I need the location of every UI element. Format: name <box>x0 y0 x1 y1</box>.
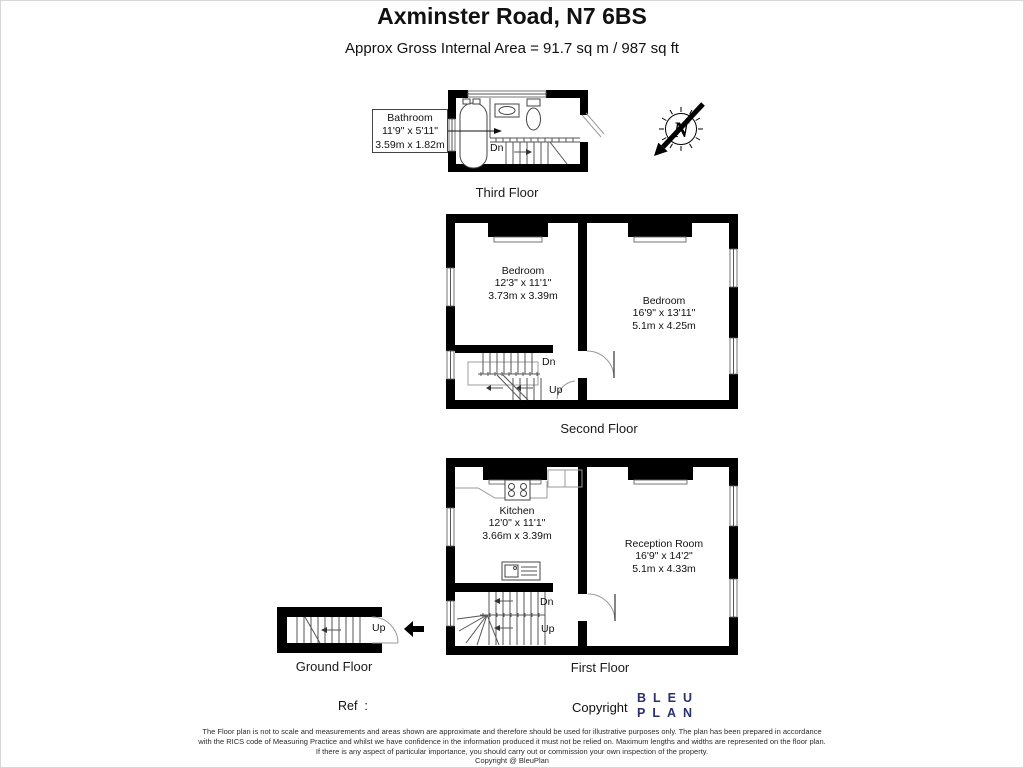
third-floor-caption: Third Floor <box>475 185 539 200</box>
compass-rose <box>645 95 720 165</box>
bedroom-door <box>587 351 614 378</box>
room-metric: 3.59m x 1.82m <box>375 138 445 151</box>
room-imperial: 11'9" x 5'11" <box>381 125 439 138</box>
disclaimer-text <box>0 727 1024 766</box>
logo-line1: BLEU <box>637 691 700 705</box>
room-imperial: 12'3" x 11'1" <box>494 277 552 290</box>
room-name: Kitchen <box>499 505 535 517</box>
bathtub <box>460 99 487 168</box>
room-metric: 3.73m x 3.39m <box>488 289 558 302</box>
bathroom-sink <box>495 104 519 117</box>
page-title: Axminster Road, N7 6BS <box>377 3 647 29</box>
ground-floor-plan <box>270 600 435 660</box>
reception-door <box>588 594 615 621</box>
reception-room-label <box>625 538 703 575</box>
room-imperial: 16'9" x 13'11" <box>632 307 696 320</box>
kitchen-label <box>482 505 551 542</box>
stove <box>505 480 530 500</box>
disclaimer-line: with the RICS code of Measuring Practice and whilst we have confidence in the information produced it must not be relied on. Maximum lengths and widths are represented on the floor plan. <box>198 736 826 746</box>
room-metric: 5.1m x 4.25m <box>632 319 696 332</box>
room-name: Bathroom <box>387 112 433 124</box>
disclaimer-line: The Floor plan is not to scale and measurements and areas shown are approximate and therefore should be used for illustrative purposes only. The plan has been prepared in accordance <box>202 727 822 736</box>
logo-line2: PLAN <box>637 705 700 720</box>
stairs-down-label: Dn <box>542 356 556 368</box>
ref-label: Ref : <box>338 699 368 713</box>
bathroom-dimension-box <box>372 109 448 153</box>
first-floor-caption: First Floor <box>570 660 630 675</box>
toilet <box>527 99 541 130</box>
room-name: Bedroom <box>501 265 545 277</box>
entry-door <box>582 113 604 137</box>
third-floor-stairs <box>490 138 580 164</box>
second-floor-caption: Second Floor <box>560 421 638 436</box>
disclaimer-line: Copyright @ BleuPlan <box>475 756 549 766</box>
bleuplan-logo <box>637 691 699 720</box>
first-floor-stairs <box>457 592 545 645</box>
bedroom2-label <box>632 295 696 332</box>
bedroom1-label <box>488 265 557 302</box>
page-subtitle: Approx Gross Internal Area = 91.7 sq m / 987 sq ft <box>345 40 679 57</box>
stairs-up-label: Up <box>549 384 563 396</box>
copyright-label: Copyright <box>572 700 628 715</box>
room-imperial: 16'9" x 14'2" <box>635 550 693 563</box>
stairs-down-label: Dn <box>490 142 504 154</box>
ground-floor-caption: Ground Floor <box>295 659 373 674</box>
second-floor-stairs <box>468 353 541 400</box>
compass-icon <box>654 104 703 156</box>
room-metric: 3.66m x 3.39m <box>482 529 552 542</box>
entrance-arrow-icon <box>404 621 424 637</box>
stairs-up-label: Up <box>541 623 555 635</box>
stairs-down-label: Dn <box>540 596 554 608</box>
room-imperial: 12'0" x 11'1" <box>488 517 546 530</box>
kitchen-sink <box>502 562 540 580</box>
disclaimer-line: If there is any aspect of particular importance, you should carry out or commission your own inspection of the property. <box>315 746 709 756</box>
room-name: Bedroom <box>642 295 686 307</box>
stairs-up-label: Up <box>372 622 386 634</box>
compass-north-label: N <box>673 117 689 142</box>
room-metric: 5.1m x 4.33m <box>632 562 696 575</box>
room-name: Reception Room <box>624 538 704 550</box>
second-floor-plan <box>440 208 745 416</box>
